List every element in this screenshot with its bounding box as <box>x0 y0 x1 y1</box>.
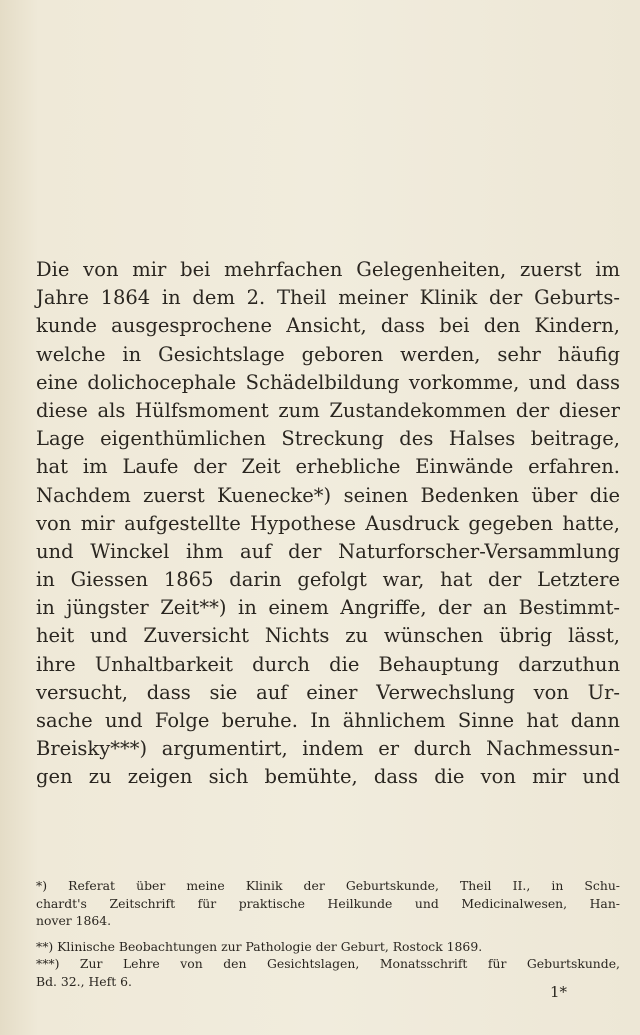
footnotes <box>36 877 620 990</box>
text-line: Breisky***) argumentirt, indem er durch Nachmessun- <box>36 737 620 761</box>
text-line: in jüngster Zeit**) in einem Angriffe, der an Bestimmt- <box>36 596 620 620</box>
text-line: Die von mir bei mehrfachen Gelegenheiten, zuerst im <box>36 258 620 281</box>
text-line: heit und Zuversicht Nichts zu wünschen übrig lässt, <box>36 624 620 648</box>
text-line: sache und Folge beruhe. In ähnlichem Sinne hat dann <box>36 709 620 732</box>
text-line: Nachdem zuerst Kuenecke*) seinen Bedenken über die <box>36 483 620 507</box>
text-line: welche in Gesichtslage geboren werden, sehr häufig <box>36 342 620 366</box>
text-line: gen zu zeigen sich bemühte, dass die von mir und <box>36 765 620 789</box>
footnote-line: *) Referat über meine Klinik der Geburtskunde, Theil II., in Schu- <box>36 878 620 893</box>
text-line: und Winckel ihm auf der Naturforscher-Versammlung <box>36 539 620 563</box>
text-line: hat im Laufe der Zeit erhebliche Einwände erfahren. <box>36 455 620 479</box>
footnote-gap <box>36 930 620 938</box>
footnote-line: ***) Zur Lehre von den Gesichtslagen, Monatsschrift für Geburtskunde, <box>36 956 620 971</box>
text-line: kunde ausgesprochene Ansicht, dass bei den Kindern, <box>36 314 620 338</box>
body-text <box>36 256 620 792</box>
text-line: versucht, dass sie auf einer Verwechslung von Ur- <box>36 680 620 704</box>
text-line: Lage eigenthümlichen Streckung des Halses beitrage, <box>36 427 620 451</box>
text-line: Jahre 1864 in dem 2. Theil meiner Klinik der Geburts- <box>36 286 620 310</box>
footnote-line: nover 1864. <box>36 913 112 928</box>
text-line: diese als Hülfsmoment zum Zustandekommen der dieser <box>36 398 620 422</box>
footnote-line: chardt's Zeitschrift für praktische Heilkunde und Medicinalwesen, Han- <box>36 895 620 911</box>
signature-mark: 1* <box>550 983 568 1001</box>
footnote-line: Bd. 32., Heft 6. <box>36 973 132 989</box>
text-line: von mir aufgestellte Hypothese Ausdruck gegeben hatte, <box>36 511 620 535</box>
text-line: ihre Unhaltbarkeit durch die Behauptung darzuthun <box>36 652 620 676</box>
footnote-line: **) Klinische Beobachtungen zur Pathologie der Geburt, Rostock 1869. <box>36 938 483 954</box>
text-line: eine dolichocephale Schädelbildung vorkomme, und dass <box>36 370 620 394</box>
text-line: in Giessen 1865 darin gefolgt war, hat der Letztere <box>36 568 620 592</box>
